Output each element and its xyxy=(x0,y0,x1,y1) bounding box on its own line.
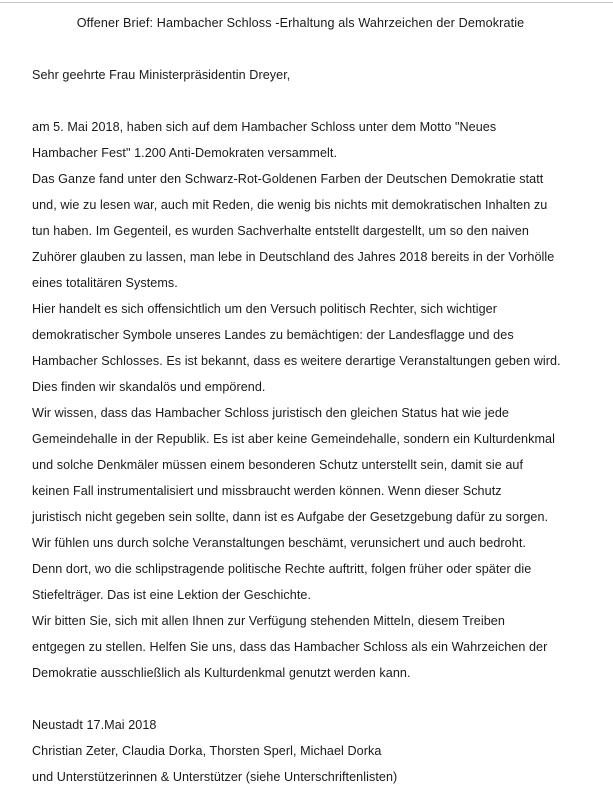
body-line: am 5. Mai 2018, haben sich auf dem Hambacher Schloss unter dem Motto "Neues xyxy=(32,120,497,134)
body-line: demokratischer Symbole unseres Landes zu bemächtigen: der Landesflagge und des xyxy=(32,328,514,342)
closing-date-location: Neustadt 17.Mai 2018 xyxy=(32,718,157,732)
body-line: entgegen zu stellen. Helfen Sie uns, dass das Hambacher Schloss als ein Wahrzeichen der xyxy=(32,640,548,654)
body-line: Hier handelt es sich offensichtlich um den Versuch politisch Rechter, sich wichtiger xyxy=(32,302,497,316)
body-line: und, wie zu lesen war, auch mit Reden, die wenig bis nichts mit demokratischen Inhalten zu xyxy=(32,198,548,212)
body-line: Hambacher Fest" 1.200 Anti-Demokraten versammelt. xyxy=(32,146,338,160)
body-line: keinen Fall instrumentalisiert und missbraucht werden können. Wenn dieser Schutz xyxy=(32,484,502,498)
salutation: Sehr geehrte Frau Ministerpräsidentin Dreyer, xyxy=(32,68,291,82)
body-line: Wir wissen, dass das Hambacher Schloss juristisch den gleichen Status hat wie jede xyxy=(32,406,509,420)
spacer-before-closing xyxy=(32,686,577,712)
body-line: Gemeindehalle in der Republik. Es ist aber keine Gemeindehalle, sondern ein Kulturdenkmal xyxy=(32,432,555,446)
body-line: Dies finden wir skandalös und empörend. xyxy=(32,380,266,394)
body-line: Hambacher Schlosses. Es ist bekannt, dass es weitere derartige Veranstaltungen geben wird. xyxy=(32,354,561,368)
body-line: und solche Denkmäler müssen einem besonderen Schutz unterstellt sein, damit sie auf xyxy=(32,458,524,472)
body-line: Demokratie ausschließlich als Kulturdenkmal genutzt werden kann. xyxy=(32,666,411,680)
body-line: Wir bitten Sie, sich mit allen Ihnen zur Verfügung stehenden Mitteln, diesem Treiben xyxy=(32,614,505,628)
closing-supporters: und Unterstützerinnen & Unterstützer (siehe Unterschriftenlisten) xyxy=(32,770,398,784)
letter-body xyxy=(32,114,577,686)
body-line: Stiefelträger. Das ist eine Lektion der Geschichte. xyxy=(32,588,312,602)
body-line: Zuhörer glauben zu lassen, man lebe in Deutschland des Jahres 2018 bereits in der Vorhölle xyxy=(32,250,555,264)
page-title: Offener Brief: Hambacher Schloss -Erhaltung als Wahrzeichen der Demokratie xyxy=(76,16,525,30)
body-line: tun haben. Im Gegenteil, es wurden Sachverhalte entstellt dargestellt, um so den naiven xyxy=(32,224,529,238)
body-line: juristisch nicht gegeben sein sollte, dann ist es Aufgabe der Gesetzgebung dafür zu sorgen. xyxy=(32,510,549,524)
spacer-after-salutation xyxy=(32,88,577,114)
body-line: Wir fühlen uns durch solche Veranstaltungen beschämt, verunsichert und auch bedroht. xyxy=(32,536,526,550)
body-line: eines totalitären Systems. xyxy=(32,276,178,290)
letter-closing xyxy=(32,712,577,789)
body-line: Denn dort, wo die schlipstragende politische Rechte auftritt, folgen früher oder später die xyxy=(32,562,532,576)
closing-signatories: Christian Zeter, Claudia Dorka, Thorsten Sperl, Michael Dorka xyxy=(32,744,382,758)
spacer-after-title xyxy=(32,36,577,62)
body-line: Das Ganze fand unter den Schwarz-Rot-Goldenen Farben der Deutschen Demokratie statt xyxy=(32,172,544,186)
